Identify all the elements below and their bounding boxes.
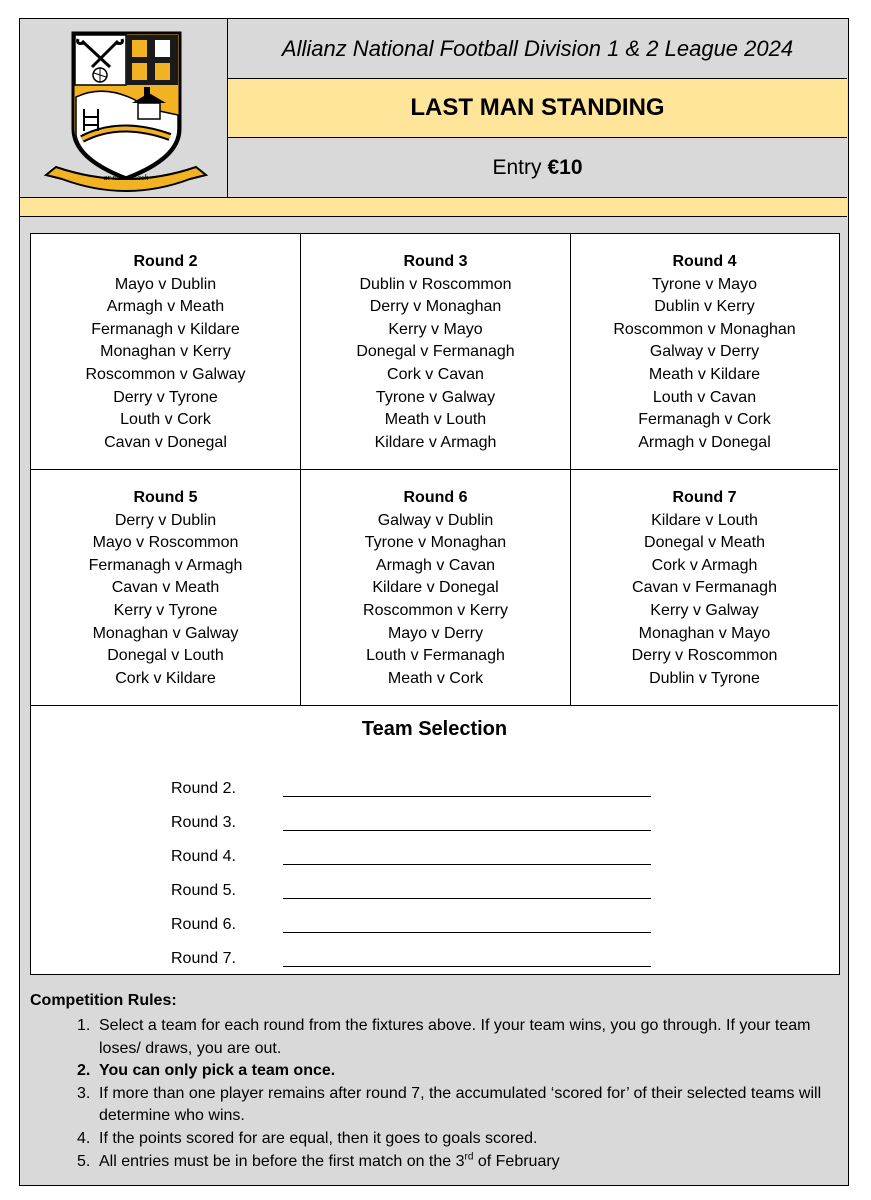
selection-entry-line[interactable] bbox=[283, 951, 651, 967]
selection-entry-line[interactable] bbox=[283, 849, 651, 865]
fixtures-grid bbox=[31, 234, 838, 706]
fixture: Roscommon v Kerry bbox=[363, 601, 508, 619]
fixture: Fermanagh v Kildare bbox=[91, 320, 240, 338]
selection-round-label: Round 4. bbox=[171, 848, 236, 865]
fixture: Dublin v Kerry bbox=[654, 298, 755, 316]
fixture: Meath v Cork bbox=[387, 669, 484, 687]
fixture: Kerry v Mayo bbox=[388, 320, 483, 338]
fixture: Derry v Monaghan bbox=[369, 298, 502, 316]
fixture: Mayo v Derry bbox=[387, 624, 484, 642]
fixture: Donegal v Meath bbox=[644, 534, 765, 552]
fixture: Tyrone v Mayo bbox=[652, 275, 757, 293]
fixture: Fermanagh v Armagh bbox=[88, 556, 243, 574]
selection-row bbox=[171, 811, 651, 835]
fixture: Monaghan v Galway bbox=[92, 624, 239, 642]
selection-row bbox=[171, 947, 651, 971]
fixture: Louth v Cork bbox=[120, 411, 211, 429]
fixture: Cork v Armagh bbox=[651, 556, 758, 574]
fixture: Cork v Kildare bbox=[115, 669, 216, 687]
fixture: Monaghan v Kerry bbox=[100, 343, 231, 361]
fixture: Armagh v Donegal bbox=[638, 433, 771, 451]
round-cell bbox=[301, 470, 571, 706]
rule-item bbox=[30, 1128, 830, 1151]
rule-item bbox=[30, 1015, 830, 1060]
round-cell bbox=[571, 470, 838, 706]
rule-number: 4. bbox=[77, 1129, 91, 1147]
fixture: Derry v Tyrone bbox=[113, 388, 218, 406]
round-title: Round 5 bbox=[133, 489, 198, 506]
rules-list bbox=[30, 1015, 830, 1173]
yellow-band bbox=[20, 197, 847, 217]
round-title: Round 6 bbox=[403, 489, 468, 506]
fixture: Kildare v Armagh bbox=[374, 433, 497, 451]
fixture: Armagh v Cavan bbox=[375, 556, 496, 574]
rule-number: 1. bbox=[77, 1017, 91, 1034]
team-selection-title: Team Selection bbox=[361, 718, 508, 740]
fixture: Mayo v Dublin bbox=[114, 275, 217, 293]
logo-cell bbox=[20, 19, 228, 197]
rule-number: 3. bbox=[77, 1084, 91, 1102]
fixture: Donegal v Louth bbox=[107, 647, 224, 665]
selection-entry-line[interactable] bbox=[283, 917, 651, 933]
fixture: Louth v Cavan bbox=[652, 388, 757, 406]
rule-text: If the points scored for are equal, then it goes to goals scored. bbox=[99, 1129, 538, 1147]
round-title: Round 2 bbox=[133, 253, 198, 270]
fixture: Derry v Dublin bbox=[114, 511, 217, 529]
fixture: Dublin v Roscommon bbox=[359, 275, 512, 293]
rules-title: Competition Rules: bbox=[30, 992, 177, 1009]
competition-title: LAST MAN STANDING bbox=[228, 79, 847, 138]
entry-fee bbox=[228, 138, 847, 197]
crest-motto: ar na mullach bbox=[103, 173, 149, 182]
rule-text: Select a team for each round from the fixtures above. If your team wins, you go through. If your team loses/ draws, you are out. bbox=[99, 1017, 811, 1057]
round-title: Round 4 bbox=[672, 253, 737, 270]
fixture: Monaghan v Mayo bbox=[638, 624, 771, 642]
rule-number: 5. bbox=[77, 1152, 91, 1170]
fixture: Galway v Dublin bbox=[377, 511, 494, 529]
rule-item bbox=[30, 1083, 830, 1128]
fixture: Meath v Louth bbox=[384, 411, 487, 429]
rule-text: If more than one player remains after round 7, the accumulated ‘scored for’ of their selected teams will determine who wins. bbox=[99, 1084, 822, 1125]
fixture: Fermanagh v Cork bbox=[638, 411, 771, 429]
rule-text-tail: of February bbox=[473, 1152, 560, 1170]
fixture: Meath v Kildare bbox=[648, 365, 761, 383]
selection-round-label: Round 3. bbox=[171, 814, 236, 831]
fixture: Louth v Fermanagh bbox=[366, 647, 505, 665]
fixture: Kerry v Tyrone bbox=[113, 601, 218, 619]
fixture: Donegal v Fermanagh bbox=[356, 343, 515, 361]
round-cell bbox=[571, 234, 838, 470]
fixture: Tyrone v Galway bbox=[375, 388, 496, 406]
fixture: Galway v Derry bbox=[649, 343, 760, 361]
poster-page bbox=[19, 18, 849, 1186]
selection-row bbox=[171, 845, 651, 869]
round-cell bbox=[301, 234, 571, 470]
rule-item bbox=[30, 1151, 830, 1174]
selection-entry-line[interactable] bbox=[283, 883, 651, 899]
selection-round-label: Round 6. bbox=[171, 916, 236, 933]
selection-row bbox=[171, 913, 651, 937]
round-title: Round 7 bbox=[672, 489, 737, 506]
league-title: Allianz National Football Division 1 & 2 League 2024 bbox=[228, 19, 847, 79]
fixture: Kildare v Donegal bbox=[372, 579, 499, 597]
selection-row bbox=[171, 777, 651, 801]
fixture: Cavan v Donegal bbox=[104, 433, 227, 451]
entry-amount: €10 bbox=[547, 155, 583, 179]
fixture: Mayo v Roscommon bbox=[92, 534, 239, 552]
fixture: Armagh v Meath bbox=[106, 298, 225, 316]
selection-round-label: Round 7. bbox=[171, 950, 236, 967]
fixture: Tyrone v Monaghan bbox=[364, 534, 507, 552]
selection-row bbox=[171, 879, 651, 903]
fixture: Cork v Cavan bbox=[387, 365, 484, 383]
rule-item bbox=[30, 1060, 830, 1083]
club-crest-icon bbox=[20, 19, 228, 197]
fixture: Cavan v Fermanagh bbox=[632, 579, 777, 597]
rule-text: You can only pick a team once. bbox=[99, 1062, 336, 1080]
rule-text: All entries must be in before the first match on the 3 bbox=[99, 1152, 465, 1170]
entry-label: Entry bbox=[492, 155, 542, 179]
fixture: Kerry v Galway bbox=[650, 601, 759, 619]
fixtures-box bbox=[30, 233, 840, 975]
fixture: Kildare v Louth bbox=[651, 511, 758, 529]
fixture: Roscommon v Monaghan bbox=[613, 320, 796, 338]
selection-entry-line[interactable] bbox=[283, 781, 651, 797]
fixture: Dublin v Tyrone bbox=[649, 669, 760, 687]
selection-round-label: Round 5. bbox=[171, 882, 236, 899]
selection-entry-line[interactable] bbox=[283, 815, 651, 831]
fixture: Derry v Roscommon bbox=[631, 647, 778, 665]
round-title: Round 3 bbox=[403, 253, 468, 270]
selection-round-label: Round 2. bbox=[171, 780, 236, 797]
ordinal-suffix: rd bbox=[464, 1151, 474, 1163]
fixture: Cavan v Meath bbox=[111, 579, 220, 597]
round-cell bbox=[31, 470, 301, 706]
fixture: Roscommon v Galway bbox=[85, 365, 246, 383]
rule-number: 2. bbox=[77, 1062, 91, 1080]
round-cell bbox=[31, 234, 301, 470]
header bbox=[20, 19, 847, 197]
